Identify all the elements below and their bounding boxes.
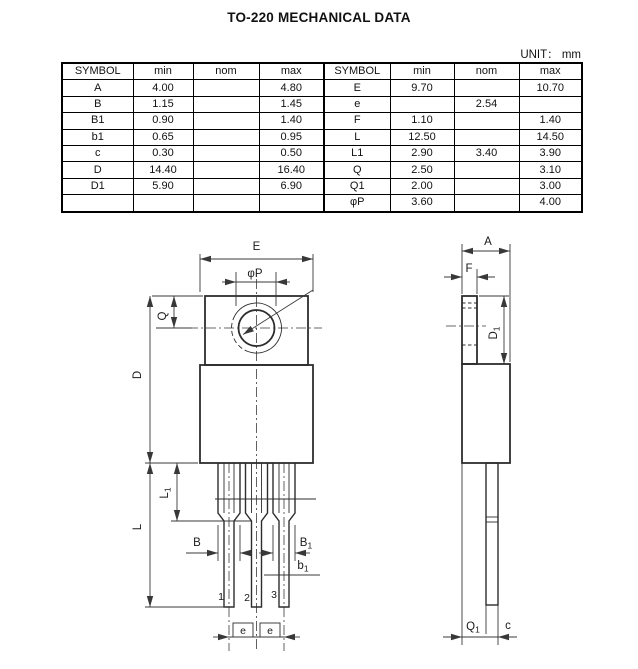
table-cell: 1.40 <box>259 113 324 129</box>
table-cell: 2.50 <box>390 162 454 178</box>
table-cell: 4.00 <box>519 195 582 212</box>
front-view-drawing <box>132 241 322 651</box>
dim-label-phi-p: φP <box>247 268 263 280</box>
header-nom-left: nom <box>193 63 259 80</box>
side-lead-outline <box>486 463 498 605</box>
dim-label-D: D <box>132 370 144 380</box>
table-cell: 14.40 <box>133 162 193 178</box>
dim-label-L1: $L_1$ <box>159 487 173 499</box>
dim-label-E: E <box>252 241 261 253</box>
dim-label-e: e <box>267 625 273 637</box>
table-cell <box>193 113 259 129</box>
table-cell: 4.80 <box>259 80 324 96</box>
table-row <box>62 145 582 161</box>
side-tab-outline <box>462 296 477 364</box>
mechanical-drawing <box>0 230 638 669</box>
table-cell: 9.70 <box>390 80 454 96</box>
table-cell <box>193 195 259 212</box>
header-nom-right: nom <box>454 63 519 80</box>
dim-label-F: F <box>465 263 473 275</box>
table-cell <box>193 178 259 194</box>
table-cell <box>519 96 582 112</box>
table-cell: 5.90 <box>133 178 193 194</box>
dim-label-B1: $B_1$ <box>299 537 313 551</box>
table-cell: F <box>324 113 390 129</box>
table-cell <box>259 195 324 212</box>
table-cell: E <box>324 80 390 96</box>
dim-label-D1: $D_1$ <box>488 326 502 340</box>
dim-label-b1: $b_1$ <box>297 560 309 574</box>
table-cell <box>133 195 193 212</box>
table-row <box>62 80 582 96</box>
table-cell: Q1 <box>324 178 390 194</box>
table-cell: D <box>62 162 133 178</box>
table-cell: 1.40 <box>519 113 582 129</box>
table-cell <box>193 80 259 96</box>
table-cell: D1 <box>62 178 133 194</box>
dim-label-c: c <box>505 620 511 632</box>
header-symbol-right: SYMBOL <box>324 63 390 80</box>
table-row <box>62 162 582 178</box>
table-cell: φP <box>324 195 390 212</box>
pin-number-3: 3 <box>271 589 277 601</box>
table-cell: 2.54 <box>454 96 519 112</box>
table-cell: b1 <box>62 129 133 145</box>
table-cell: 3.60 <box>390 195 454 212</box>
table-cell: 0.65 <box>133 129 193 145</box>
table-row <box>62 96 582 112</box>
table-cell <box>454 178 519 194</box>
table-cell: 12.50 <box>390 129 454 145</box>
side-view-drawing <box>443 236 517 645</box>
table-cell: c <box>62 145 133 161</box>
dim-label-A: A <box>484 236 492 248</box>
table-cell: 0.90 <box>133 113 193 129</box>
table-cell: 3.00 <box>519 178 582 194</box>
table-cell: 3.90 <box>519 145 582 161</box>
table-cell: A <box>62 80 133 96</box>
header-min-left: min <box>133 63 193 80</box>
dim-label-B: B <box>193 537 201 549</box>
table-cell: 14.50 <box>519 129 582 145</box>
table-cell: 1.45 <box>259 96 324 112</box>
dimension-table <box>61 62 583 213</box>
table-cell <box>454 80 519 96</box>
table-cell: 0.30 <box>133 145 193 161</box>
table-cell: 10.70 <box>519 80 582 96</box>
table-cell: B1 <box>62 113 133 129</box>
unit-label: UNIT： mm <box>520 49 581 61</box>
table-cell <box>193 162 259 178</box>
table-cell <box>193 96 259 112</box>
table-cell: 1.10 <box>390 113 454 129</box>
table-cell: Q <box>324 162 390 178</box>
table-cell <box>193 145 259 161</box>
header-min-right: min <box>390 63 454 80</box>
dim-label-Q: Q <box>157 311 169 321</box>
table-cell: 2.00 <box>390 178 454 194</box>
table-cell <box>454 162 519 178</box>
table-cell: 6.90 <box>259 178 324 194</box>
table-header-row <box>62 63 582 80</box>
table-cell: L1 <box>324 145 390 161</box>
table-cell: e <box>324 96 390 112</box>
side-body-outline <box>462 364 510 463</box>
table-cell: 0.95 <box>259 129 324 145</box>
dim-label-Q1: $Q_1$ <box>466 621 480 635</box>
header-max-right: max <box>519 63 582 80</box>
table-cell: B <box>62 96 133 112</box>
pin-number-1: 1 <box>218 591 224 603</box>
table-cell: L <box>324 129 390 145</box>
table-cell <box>390 96 454 112</box>
table-cell <box>62 195 133 212</box>
table-cell: 16.40 <box>259 162 324 178</box>
table-cell: 0.50 <box>259 145 324 161</box>
table-cell: 3.40 <box>454 145 519 161</box>
table-row <box>62 129 582 145</box>
table-cell: 1.15 <box>133 96 193 112</box>
header-symbol-left: SYMBOL <box>62 63 133 80</box>
table-cell: 2.90 <box>390 145 454 161</box>
table-cell <box>454 113 519 129</box>
table-cell: 4.00 <box>133 80 193 96</box>
header-max-left: max <box>259 63 324 80</box>
table-cell <box>454 129 519 145</box>
table-cell <box>454 195 519 212</box>
table-cell <box>193 129 259 145</box>
pin-number-2: 2 <box>244 592 250 604</box>
table-cell: 3.10 <box>519 162 582 178</box>
table-row <box>62 178 582 194</box>
dim-label-L: L <box>132 523 144 531</box>
page-title: TO-220 MECHANICAL DATA <box>227 10 411 25</box>
table-row <box>62 113 582 129</box>
table-row <box>62 195 582 212</box>
dim-label-e: e <box>240 625 246 637</box>
